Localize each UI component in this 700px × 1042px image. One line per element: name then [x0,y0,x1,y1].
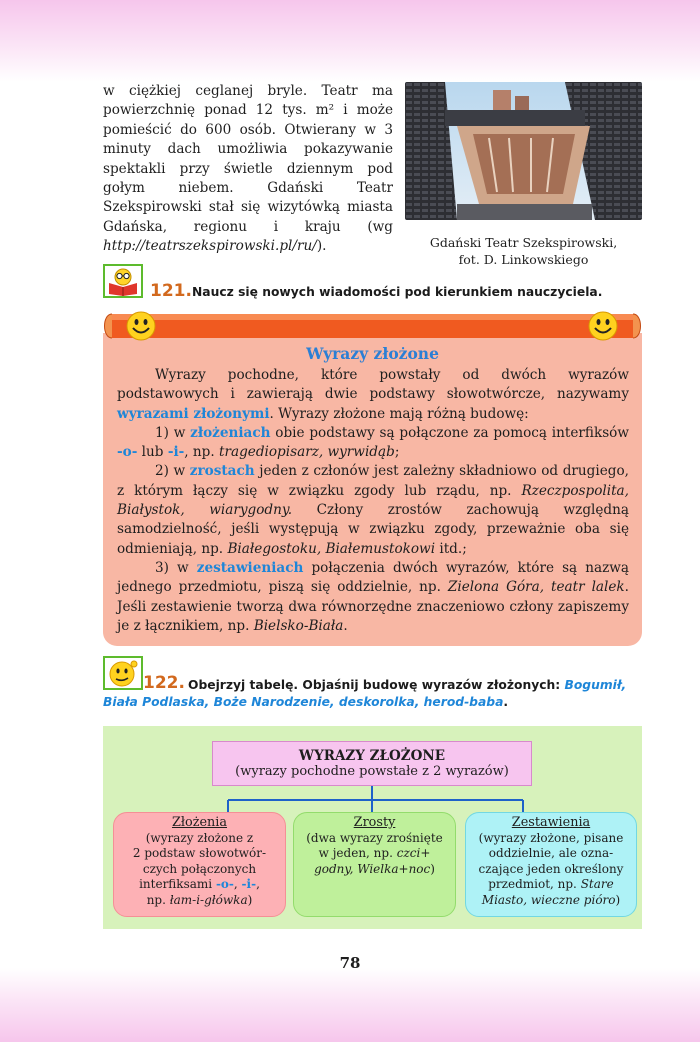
keyword: złożeniach [190,424,271,441]
interfix-marker: -i- [167,444,185,461]
example: czci+ [396,846,431,861]
box-heading: Zrosty [353,815,396,830]
interfix-marker: -o- [215,877,234,892]
rule-paragraph-3: 2) w zrostach jeden z członów jest zależny składniowo od drugiego, z którym łączy się w związku zgody lub rządu, np. Rzeczpospolita, Białystok, wiarygodny. Człony zrostów zachowują względną samodzielność, jeśli występują w związku zgody, przeważnie oba się odmieniają, np. Białegostoku, Białemustokowi itd.; [117,463,629,557]
example: tragediopisarz, wyrwidąb [219,444,395,461]
task-122-examples: Bogumił, Biała Podlaska, Boże Narodzenie, deskorolka, herod-baba [103,678,627,709]
keyword: zrostach [189,463,255,480]
diagram-title: WYRAZY ZŁOŻONE [298,748,446,764]
task-122-instruction: Obejrzyj tabelę. Objaśnij budowę wyrazów złożonych: [188,678,565,692]
rule-title: Wyrazy złożone [306,344,439,363]
diagram-subtitle: (wyrazy pochodne powstałe z 2 wyrazów) [235,764,509,779]
keyword: zestawieniach [196,559,304,576]
caption-line: Gdański Teatr Szekspirowski, [429,235,618,250]
rule-paragraph-4: 3) w zestawieniach połączenia dwóch wyrazów, które są nazwą jednego przedmiotu, piszą się oddzielnie, np. Zielona Góra, teatr lalek. Jeśli zestawienie tworzą dwa równorzędne znaczeniowo człony zapiszemy je z łącznikiem, np. Bielsko-Biała. [117,559,629,634]
example: Miasto, wieczne pióro [481,892,616,907]
box-heading: Złożenia [171,815,228,830]
example: Stare [580,877,614,892]
example: godny, Wielka+noc [314,861,431,876]
keyword: wyrazami złożonymi [117,405,270,422]
diagram-box-zestawienia: Zestawienia (wyrazy złożone, pisane oddzielnie, ale ozna- czające jeden określony przedmiot, np. Stare Miasto, wieczne pióro) [465,812,637,917]
example: Bielsko-Biała [253,617,344,634]
task-122-text: Obejrzyj tabelę. Objaśnij budowę wyrazów złożonych: Bogumił, Biała Podlaska, Boże Narodzenie, deskorolka, herod-baba. [103,678,627,709]
intro-text: w ciężkiej ceglanej bryle. Teatr ma powierzchnię ponad 12 tys. m² i może pomieścić do 600 osób. Otwierany w 3 minuty dach umożliwia pokazywanie spektakli przy świetle dziennym pod gołym niebem. Gdański Teatr Szekspirowski stał się wizytówką miasta Gdańska, regionu i kraju (wg [103,83,393,235]
rule-paragraph-1: Wyrazy pochodne, które powstały od dwóch wyrazów podstawowych i zawierają dwie podstawy słowotwórcze, nazywamy wyrazami złożonymi. Wyrazy złożone mają różną budowę: [117,367,629,422]
diagram-main-box [212,741,532,786]
intro-text-end: ). [316,238,327,255]
example: Zielona Góra, teatr lalek [447,579,625,596]
interfix-marker: -i- [241,877,257,892]
rule-paragraph-2: 1) w złożeniach obie podstawy są połączone za pomocą interfiksów -o- lub -i-, np. tragediopisarz, wyrwidąb; [117,424,629,461]
example: łam-i-główka [169,892,248,907]
interfix-marker: -o- [117,444,138,461]
task-121-text: Naucz się nowych wiadomości pod kierunkiem nauczyciela. [192,285,603,299]
example: Białegostoku, Białemustokowi [227,540,436,557]
task-122-number: 122. [143,673,185,693]
diagram-box-zlozenia: Złożenia (wyrazy złożone z 2 podstaw słowotwór- czych połączonych interfiksami -o-, -i-, np. łam-i-główka) [113,812,286,917]
box-heading: Zestawienia [511,815,591,830]
caption-line: fot. D. Linkowskiego [458,252,589,267]
source-link[interactable]: http://teatrszekspirowski.pl/ru/ [103,238,317,255]
task-121-number: 121. [150,281,192,301]
example: Rzeczpospolita, Białystok, wiarygodny. [117,482,629,519]
diagram-box-zrosty: Zrosty (dwa wyrazy zrośnięte w jeden, np. czci+ godny, Wielka+noc) [293,812,456,917]
page-number: 78 [339,954,361,972]
